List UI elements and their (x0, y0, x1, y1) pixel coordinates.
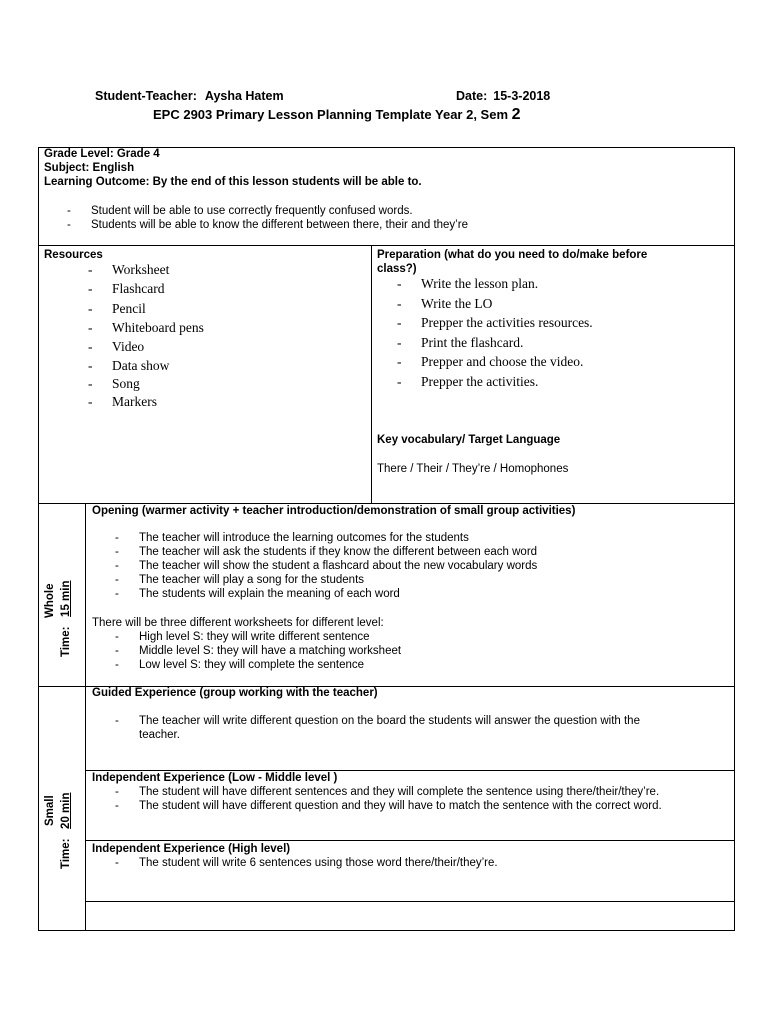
divider-bottom-row (85, 901, 735, 902)
guided-line-2: teacher. (139, 729, 180, 741)
list-item: - Students will be able to know the different between there, their and they’re (67, 218, 468, 232)
small-label: Small (44, 795, 56, 826)
duration-label: 15 min (60, 580, 72, 617)
list-item: - The teacher will introduce the learning outcomes for the students (115, 531, 537, 545)
resources-heading: Resources (44, 249, 103, 261)
preparation-list (397, 274, 593, 391)
document-title-text: EPC 2903 Primary Lesson Planning Template Year 2, Sem (153, 107, 509, 122)
resources-list (88, 260, 204, 412)
small-time-label (60, 764, 72, 869)
date-label: Date: (456, 89, 488, 103)
preparation-heading: Preparation (what do you need to do/make before (377, 249, 648, 261)
learning-outcome: Learning Outcome: By the end of this lesson students will be able to. (44, 176, 422, 188)
list-item: - Flashcard (88, 279, 204, 298)
student-teacher-line (95, 89, 284, 103)
list-item: - Print the flashcard. (397, 333, 593, 353)
independent-high-list (115, 856, 498, 870)
list-item: - High level S: they will write different sentence (115, 630, 401, 644)
divider-top (38, 245, 735, 246)
whole-time-label (60, 561, 72, 657)
list-item: - Write the lesson plan. (397, 274, 593, 294)
document-title (153, 106, 521, 124)
small-side-label (44, 795, 56, 826)
independent-low-list (115, 785, 662, 813)
guided-heading: Guided Experience (group working with the teacher) (92, 687, 378, 699)
list-item: - Prepper the activities resources. (397, 313, 593, 333)
independent-high-heading: Independent Experience (High level) (92, 843, 291, 855)
list-item: - The teacher will play a song for the students (115, 573, 537, 587)
preparation-heading-cont: class?) (377, 263, 417, 275)
list-item: - Whiteboard pens (88, 318, 204, 337)
divider-side-column (85, 503, 86, 931)
list-item: - The student will write 6 sentences using those word there/their/they’re. (115, 856, 498, 870)
learning-outcomes-list (67, 204, 468, 232)
list-item: - Worksheet (88, 260, 204, 279)
list-item: - Prepper and choose the video. (397, 352, 593, 372)
list-item: - Student will be able to use correctly frequently confused words. (67, 204, 468, 218)
list-item: - Song (88, 376, 204, 392)
key-vocabulary: There / Their / They’re / Homophones (377, 463, 569, 475)
guided-list (115, 714, 640, 742)
list-item: - Middle level S: they will have a matching worksheet (115, 644, 401, 658)
list-item: - Markers (88, 392, 204, 412)
date-line (456, 89, 550, 103)
divider-resources-preparation (371, 245, 372, 504)
worksheet-levels-list (115, 630, 401, 672)
worksheets-intro: There will be three different worksheets for different level: (92, 617, 384, 629)
list-item: - Video (88, 337, 204, 356)
list-item: - Pencil (88, 299, 204, 318)
independent-low-heading: Independent Experience (Low - Middle level ) (92, 772, 338, 784)
list-item: - The teacher will show the student a flashcard about the new vocabulary words (115, 559, 537, 573)
duration-label: 20 min (60, 792, 72, 829)
list-item: - Prepper the activities. (397, 372, 593, 392)
time-label: Time: (60, 626, 72, 657)
document-title-sem: 2 (511, 106, 521, 123)
list-item: - The student will have different sentences and they will complete the sentence using there/their/they’re. (115, 785, 662, 799)
list-item: - The teacher will ask the students if they know the different between each word (115, 545, 537, 559)
subject: Subject: English (44, 162, 135, 174)
opening-heading: Opening (warmer activity + teacher introduction/demonstration of small group activities) (92, 505, 576, 517)
student-teacher-name: Aysha Hatem (204, 89, 284, 103)
key-vocabulary-heading: Key vocabulary/ Target Language (377, 434, 561, 446)
list-item: - The students will explain the meaning of each word (115, 587, 537, 601)
whole-label: Whole (44, 583, 56, 618)
list-item: - Low level S: they will complete the sentence (115, 658, 401, 672)
list-item (115, 714, 640, 742)
divider-independent-high (85, 840, 735, 841)
list-item: - The student will have different question and they will have to match the sentence with the correct word. (115, 799, 662, 813)
list-item: - Data show (88, 356, 204, 375)
date-value: 15-3-2018 (493, 89, 551, 103)
list-item: - Write the LO (397, 294, 593, 314)
opening-list (115, 531, 537, 601)
grade-level: Grade Level: Grade 4 (44, 148, 160, 160)
guided-line-1: The teacher will write different question on the board the students will answer the question with the (139, 715, 640, 727)
whole-side-label (44, 584, 56, 619)
student-teacher-label: Student-Teacher: (95, 89, 197, 103)
time-label: Time: (60, 838, 72, 869)
